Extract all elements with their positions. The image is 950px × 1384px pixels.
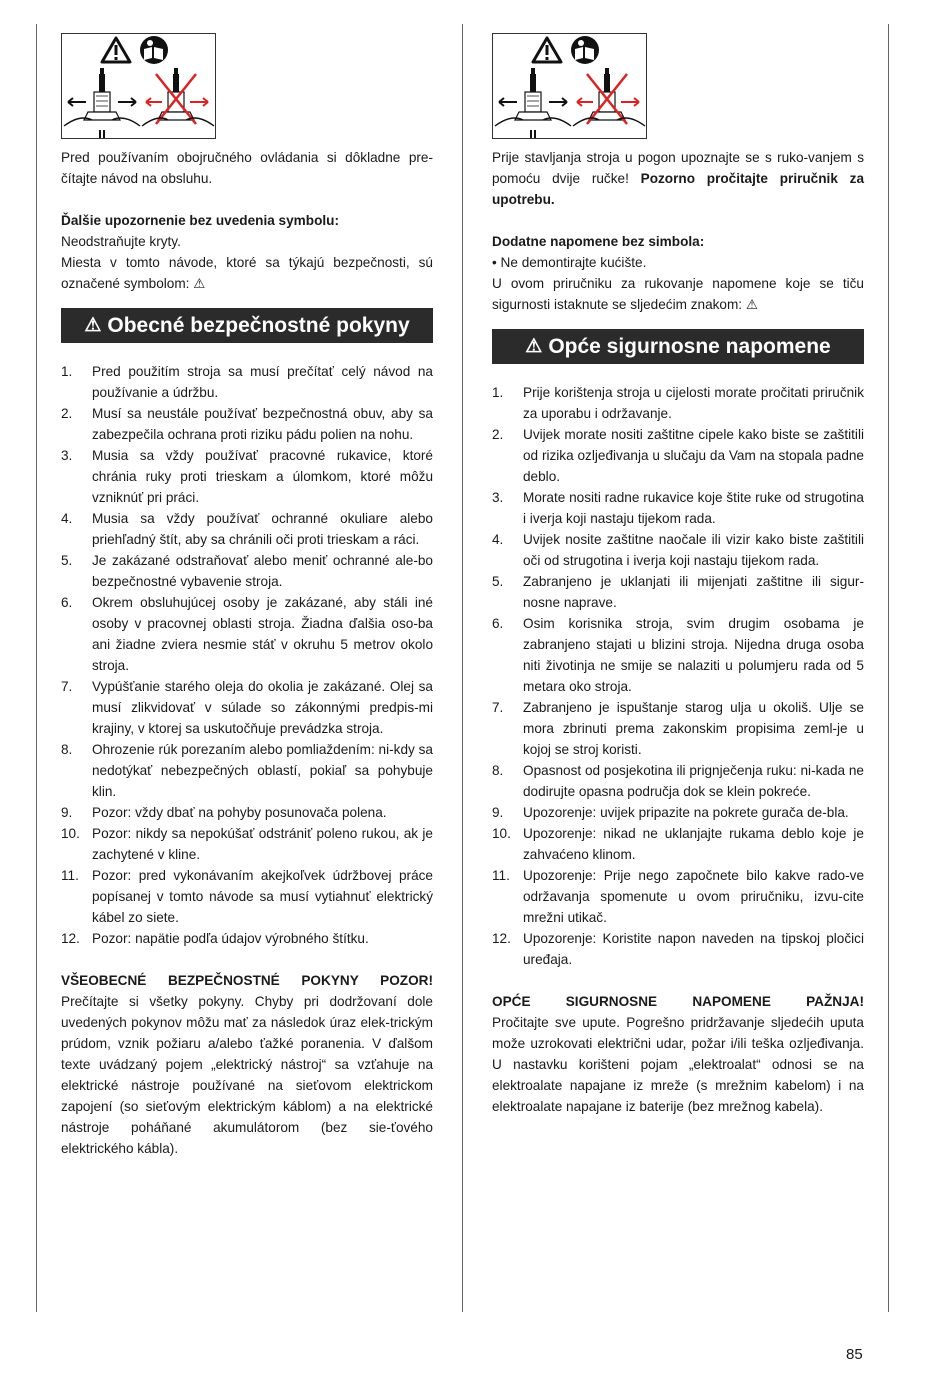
list-item: 9. Pozor: vždy dbať na pohyby posunovača polena. bbox=[61, 805, 387, 820]
warning-triangle-icon: ⚠ bbox=[525, 336, 543, 357]
further-note-line: Miesta v tomto návode, ktoré sa týkajú bezpečnosti, sú označené symbolom: ⚠ bbox=[61, 255, 433, 291]
general-safety-heading: OPĆE SIGURNOSNE NAPOMENE PAŽNJA! bbox=[492, 994, 864, 1009]
list-item: 6. Okrem obsluhujúcej osoby je zakázané, aby stáli iné osoby v pracovnej oblasti stroja. Žiadna ďalšia oso-ba ani žiadne zviera nesmie stáť v okruhu 5 metrov okolo stroja. bbox=[61, 595, 433, 673]
list-item: 12. Upozorenje: Koristite napon naveden na tipskoj pločici uređaja. bbox=[492, 931, 864, 967]
read-manual-icon bbox=[140, 36, 168, 64]
list-item: 5. Zabranjeno je uklanjati ili mijenjati zaštitne ili sigur-nosne naprave. bbox=[492, 574, 864, 610]
further-note-line: Neodstraňujte kryty. bbox=[61, 234, 181, 249]
two-hand-operation-pictogram bbox=[493, 34, 648, 140]
general-safety-text: Pročitajte sve upute. Pogrešno pridržavanje sljedećih uputa može uzrokovati električni udar, požar i/ili teška ozljeđivanja. U nastavku korišteni pojam „elektroalat“ odnosi se na elektroalate napajane iz mreže (s mrežnim kabelom) i na elektroalate napajane iz baterije (bez mrežnog kabela). bbox=[492, 1015, 864, 1114]
banner-title: Obecné bezpečnostné pokyny bbox=[107, 314, 410, 337]
two-hand-operation-pictogram bbox=[62, 34, 217, 140]
list-item: 9. Upozorenje: uvijek pripazite na pokrete gurača de-bla. bbox=[492, 805, 849, 820]
intro-paragraph: Prije stavljanja stroja u pogon upoznajte se s ruko-vanjem s pomoću dvije ručke! Pozorno pročitajte priručnik za upotrebu. bbox=[492, 150, 865, 207]
center-column-rule bbox=[462, 24, 463, 1312]
list-item: 7. Zabranjeno je ispuštanje starog ulja u okoliš. Ulje se mora zbrinuti prema zakonskim propisima zeml-je u kojoj se stroj koristi. bbox=[492, 700, 864, 757]
page-number: 85 bbox=[846, 1346, 863, 1363]
safety-instructions-list bbox=[492, 382, 864, 970]
list-item: 11. Pozor: pred vykonávaním akejkoľvek údržbovej práce popísanej v tomto návode sa musí vytiahnuť elektrický kábel zo siete. bbox=[61, 868, 433, 925]
further-notes-heading: Ďalšie upozornenie bez uvedenia symbolu: bbox=[61, 213, 339, 228]
warning-triangle-icon bbox=[102, 38, 130, 62]
list-item: 1. Prije korištenja stroja u cijelosti morate pročitati priručnik za uporabu i održavanje. bbox=[492, 385, 864, 421]
read-manual-icon bbox=[571, 36, 599, 64]
left-column-slovak bbox=[61, 33, 433, 1159]
intro-paragraph: Pred používaním obojručného ovládania si dôkladne pre-čítajte návod na obsluhu. bbox=[61, 150, 433, 186]
list-item: 4. Musia sa vždy používať ochranné okuliare alebo priehľadný štít, aby sa chránili oči proti trieskam a ráci. bbox=[61, 511, 433, 547]
list-item: 5. Je zakázané odstraňovať alebo meniť ochranné ale-bo bezpečnostné vybavenie stroja. bbox=[61, 553, 433, 589]
list-item: 11. Upozorenje: Prije nego započnete bilo kakve rado-ve održavanja spomenute u ovom priručniku, izvu-cite mrežni utikač. bbox=[492, 868, 864, 925]
list-item: 4. Uvijek nosite zaštitne naočale ili vizir kako biste zaštitili oči od strugotina i iverja koji nastaju tijekom rada. bbox=[492, 532, 864, 568]
left-margin-rule bbox=[36, 24, 37, 1312]
warning-triangle-icon: ⚠ bbox=[84, 315, 102, 336]
further-note-line: • Ne demontirajte kućište. bbox=[492, 255, 647, 270]
section-banner bbox=[492, 329, 864, 364]
list-item: 3. Morate nositi radne rukavice koje štite ruke od strugotina i iverja koji nastaju tijekom rada. bbox=[492, 490, 864, 526]
list-item: 3. Musia sa vždy používať pracovné rukavice, ktoré chránia ruky proti trieskam a úlomkom, ktoré môžu vzniknúť pri práci. bbox=[61, 448, 433, 505]
list-item: 10. Upozorenje: nikad ne uklanjajte rukama deblo koje je zahvaćeno klinom. bbox=[492, 826, 864, 862]
prohibited-use-illustration bbox=[142, 68, 214, 126]
list-item: 6. Osim korisnika stroja, svim drugim osobama je zabranjeno stajati u blizini stroja. Nijedna druga osoba niti životinja ne smije se nalaziti u polumjeru rada od 5 metara oko stroja. bbox=[492, 616, 864, 694]
banner-title: Opće sigurnosne napomene bbox=[548, 335, 831, 358]
section-banner bbox=[61, 308, 433, 343]
list-item: 8. Ohrozenie rúk porezaním alebo pomliaždením: ni-kdy sa nedotýkať nebezpečných oblastí, pokiaľ sa pohybuje klin. bbox=[61, 742, 433, 799]
list-item: 12. Pozor: napätie podľa údajov výrobného štítku. bbox=[61, 931, 369, 946]
warning-triangle-icon bbox=[533, 38, 561, 62]
correct-use-illustration bbox=[64, 68, 140, 138]
list-item: 2. Uvijek morate nositi zaštitne cipele kako biste se zaštitili od rizika ozljeđivanja u slučaju da Vam na stopala padne deblo. bbox=[492, 427, 864, 484]
safety-pictogram-box bbox=[61, 33, 216, 139]
safety-instructions-list bbox=[61, 361, 433, 949]
safety-pictogram-box bbox=[492, 33, 647, 139]
prohibited-use-illustration bbox=[573, 68, 645, 126]
general-safety-text: Prečítajte si všetky pokyny. Chyby pri dodržovaní dole uvedených pokynov môžu mať za následok úraz elek-trickým prúdom, vznik požiaru a/alebo ťažké poranenia. V ďalšom texte uvádzaný pojem „elektrický nástroj“ sa vzťahuje na elektrické nástroje používané na sieťovom elektrickom zapojení (so sieťovým elektrickým káblom) a na elektrické nástroje poháňané akumulátorom (bez sie-ťového elektrického kábla). bbox=[61, 994, 433, 1156]
list-item: 10. Pozor: nikdy sa nepokúšať odstrániť poleno rukou, ak je zachytené v kline. bbox=[61, 826, 433, 862]
right-margin-rule bbox=[888, 24, 889, 1312]
further-notes-heading: Dodatne napomene bez simbola: bbox=[492, 234, 705, 249]
list-item: 2. Musí sa neustále používať bezpečnostná obuv, aby sa zabezpečila ochrana proti riziku pádu polien na nohu. bbox=[61, 406, 433, 442]
correct-use-illustration bbox=[495, 68, 571, 138]
list-item: 7. Vypúšťanie starého oleja do okolia je zakázané. Olej sa musí zlikvidovať v súlade so zákonnými predpis-mi krajiny, v ktorej sa uskutočňuje prevádzka stroja. bbox=[61, 679, 433, 736]
further-note-line: U ovom priručniku za rukovanje napomene koje se tiču sigurnosti istaknute se sljedećim znakom: ⚠ bbox=[492, 276, 864, 312]
list-item: 1. Pred použitím stroja sa musí prečítať celý návod na používanie a údržbu. bbox=[61, 364, 433, 400]
list-item: 8. Opasnost od posjekotina ili prignječenja ruku: ni-kada ne dodirujte opasna područja dok se klein pokreće. bbox=[492, 763, 864, 799]
right-column-croatian bbox=[492, 33, 864, 1117]
general-safety-heading: VŠEOBECNÉ BEZPEČNOSTNÉ POKYNY POZOR! bbox=[61, 973, 433, 988]
